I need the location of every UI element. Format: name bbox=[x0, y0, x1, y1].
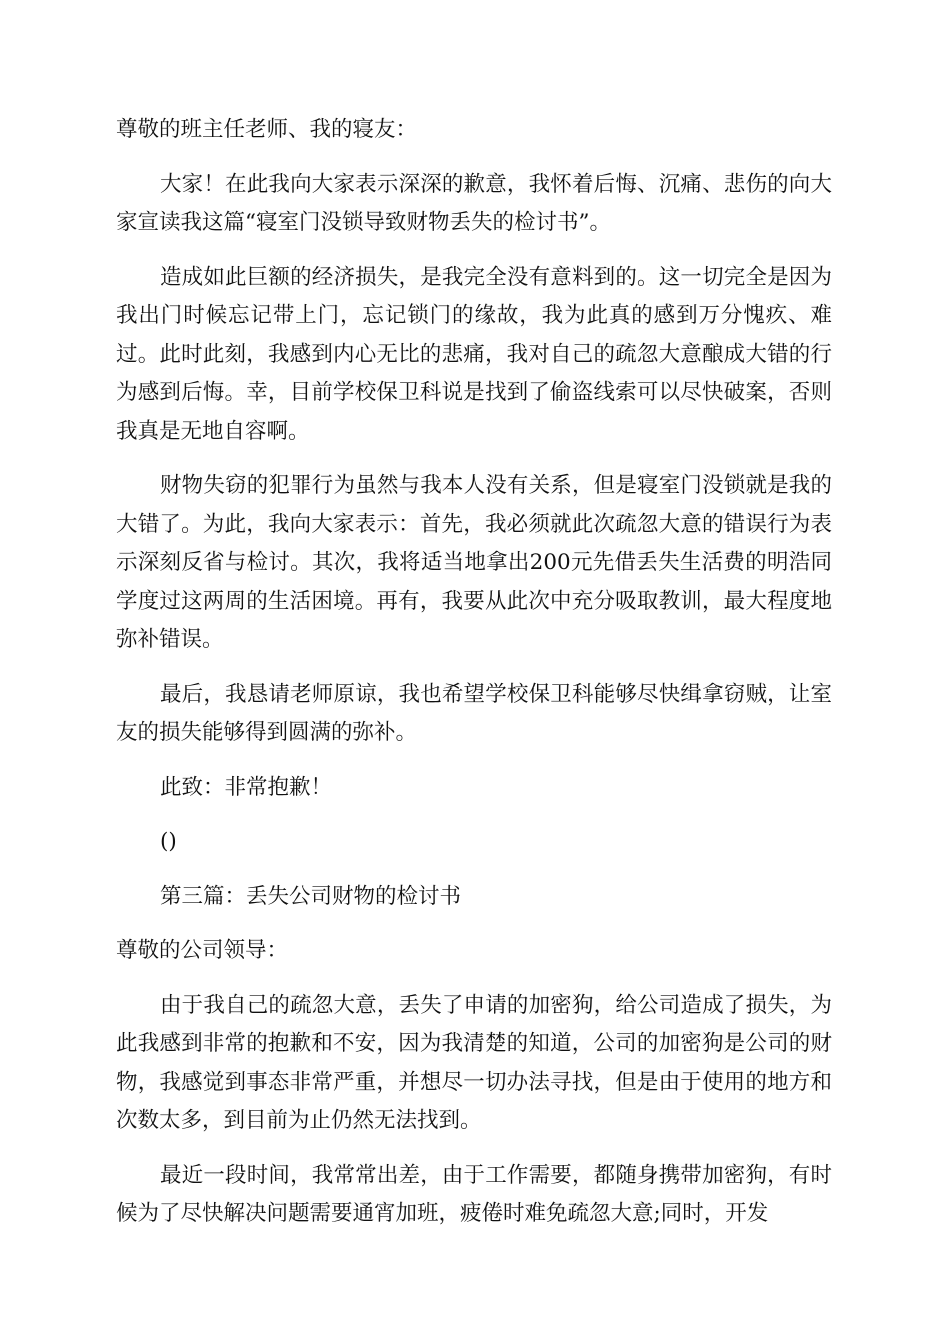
paragraph-loss-cause: 造成如此巨额的经济损失，是我完全没有意料到的。这一切完全是因为我出门时候忘记带上门，忘记锁门的缘故，我为此真的感到万分愧疚、难过。此时此刻，我感到内心无比的悲痛，我对自己的疏忽大意酿成大错的行为感到后悔。幸，目前学校保卫科说是找到了偷盗线索可以尽快破案，否则我真是无地自容啊。 bbox=[116, 264, 832, 444]
paragraph-blank-name: () bbox=[160, 829, 177, 854]
salutation-company: 尊敬的公司领导： bbox=[116, 938, 289, 963]
salutation-class: 尊敬的班主任老师、我的寝友： bbox=[116, 117, 418, 142]
paragraph-sign-off: 此致：非常抱歉！ bbox=[160, 774, 333, 800]
paragraph-recent-travel: 最近一段时间，我常常出差，由于工作需要，都随身携带加密狗，有时候为了尽快解决问题需要通宵加班，疲倦时难免疏忽大意;同时，开发 bbox=[116, 1162, 832, 1226]
paragraph-apology-intro: 大家！在此我向大家表示深深的歉意，我怀着后悔、沉痛、悲伤的向大家宣读我这篇“寝室门没锁导致财物丢失的检讨书”。 bbox=[116, 171, 832, 235]
paragraph-remedy: 财物失窃的犯罪行为虽然与我本人没有关系，但是寝室门没锁就是我的大错了。为此，我向大家表示：首先，我必须就此次疏忽大意的错误行为表示深刻反省与检讨。其次，我将适当地拿出200元先借丢失生活费的明浩同学度过这两周的生活困境。再有，我要从此次中充分吸取教训，最大程度地弥补错误。 bbox=[116, 473, 832, 652]
document-page bbox=[116, 111, 832, 1250]
section-heading-part-three: 第三篇：丢失公司财物的检讨书 bbox=[160, 883, 462, 909]
paragraph-closing-request: 最后，我恳请老师原谅，我也希望学校保卫科能够尽快缉拿窃贼，让室友的损失能够得到圆满的弥补。 bbox=[116, 681, 832, 745]
paragraph-lost-dongle: 由于我自己的疏忽大意，丢失了申请的加密狗，给公司造成了损失，为此我感到非常的抱歉和不安，因为我清楚的知道，公司的加密狗是公司的财物，我感觉到事态非常严重，并想尽一切办法寻找，但是由于使用的地方和次数太多，到目前为止仍然无法找到。 bbox=[116, 992, 832, 1133]
